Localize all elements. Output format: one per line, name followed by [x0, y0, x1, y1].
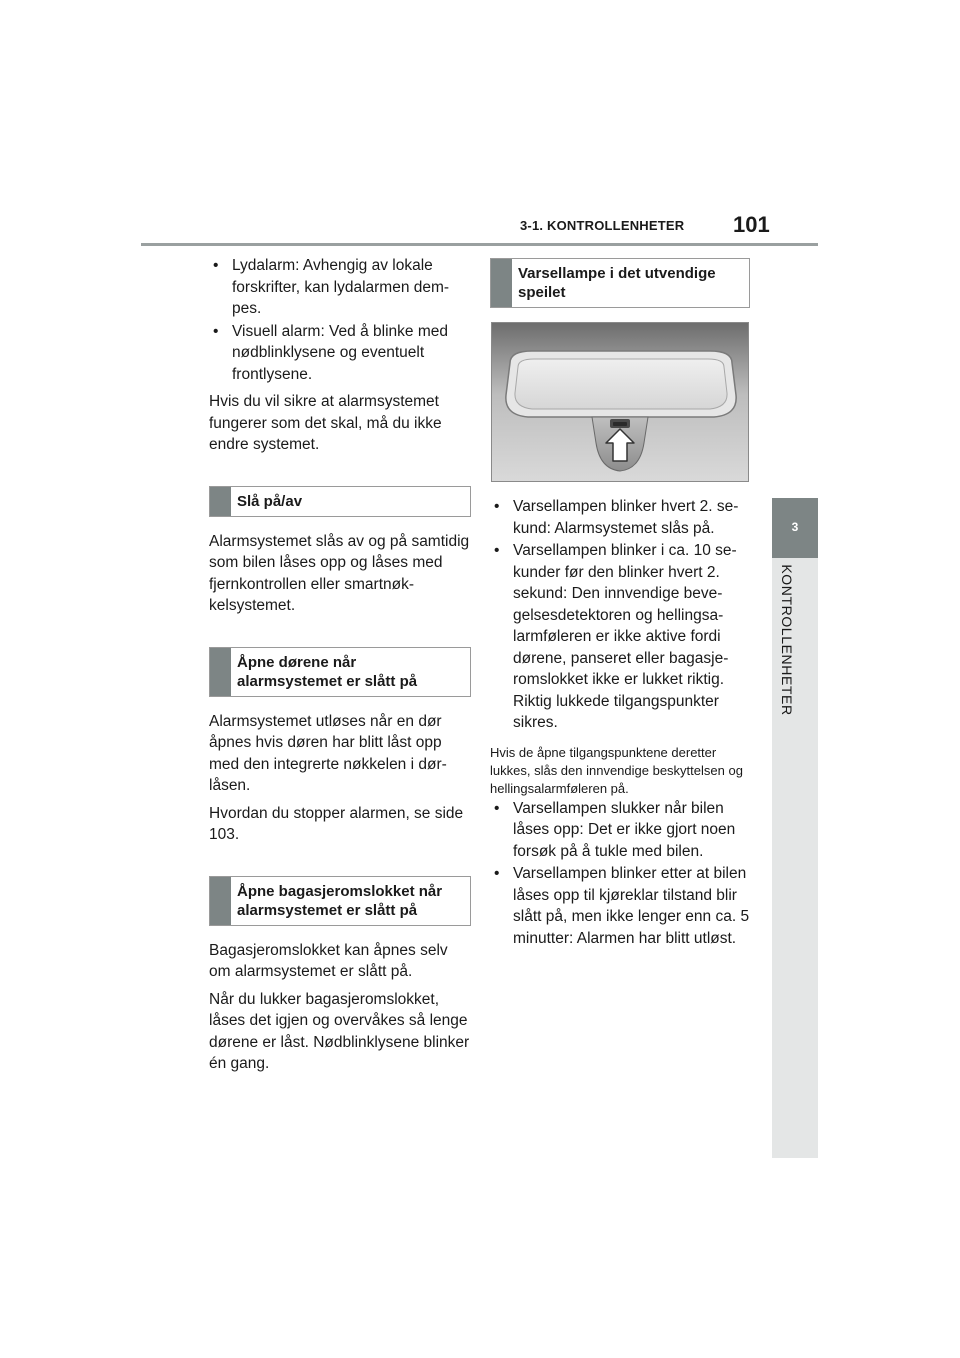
paragraph: Hvordan du stopper alarmen, se side 103.	[209, 804, 464, 843]
heading-marker	[210, 648, 231, 696]
heading-marker	[491, 259, 512, 307]
list-item: • Varsellampen blinker hvert 2. sekund: Alarmsystemet slås på.	[490, 496, 752, 539]
list-item: • Varsellampen blinker etter at bilen låses opp til kjøreklar tilstand blir slått på, men ikke lenger enn ca. 5 minutter: Alarmen har blitt utløst.	[490, 863, 752, 949]
heading-text: Varsellampe i det utvendige speilet	[518, 265, 716, 301]
mirror-illustration	[491, 322, 749, 482]
lamp-bullet-list-2	[490, 798, 752, 950]
intro-paragraph: Hvis du vil sikre at alarmsystemet fungerer som det skal, må du ikke endre systemet.	[209, 393, 442, 453]
list-item: • Varsellampen blinker i ca. 10 sekunder før den blinker hvert 2. sekund: Den innvendige bevegelsesdetektoren og hellingsalarmføleren er ikke aktive fordi dørene, panseret eller bagasjeromslokket ikke er lukket riktig. Riktig lukkede tilgangspunkter sikres.	[490, 540, 752, 734]
paragraph: Når du lukker bagasjeromslokket, låses det igjen og overvåkes så lenge dørene er låst. Nødblinklysene blinker én gang.	[209, 990, 470, 1072]
chapter-label: KONTROLLENHETER	[779, 564, 795, 716]
section-heading-mirror-lamp	[490, 258, 750, 308]
heading-marker	[210, 877, 231, 925]
paragraph: Alarmsystemet utløses når en dør åpnes hvis døren har blitt låst opp med den integrerte nøkkelen i dørlåsen.	[209, 712, 447, 794]
paragraph: Bagasjeromslokket kan åpnes selv om alarmsystemet er slått på.	[209, 941, 448, 980]
section-heading-open-trunk	[209, 876, 471, 926]
rearview-mirror-image	[492, 323, 748, 481]
lamp-bullet-list-1	[490, 496, 752, 734]
heading-text: Åpne bagasjeromslokket når alarmsystemet er slått på	[237, 882, 443, 919]
page-number: 101	[733, 212, 770, 237]
right-column	[490, 258, 752, 955]
list-item: • Lydalarm: Avhengig av lokale forskrifter, kan lydalarmen dempes.	[209, 255, 471, 320]
header-divider	[141, 243, 818, 246]
heading-text: Slå på/av	[237, 492, 303, 510]
left-column	[209, 255, 471, 1081]
note-text: Hvis de åpne tilgangspunktene deretter lukkes, slås den innvendige beskyttelsen og hellingsalarmføleren på.	[490, 744, 743, 796]
paragraph: Alarmsystemet slås av og på samtidig som bilen låses opp og låses med fjernkontrollen eller smartnøkkelsystemet.	[209, 532, 470, 614]
chapter-number: 3	[791, 520, 799, 534]
list-item: • Varsellampen slukker når bilen låses opp: Det er ikke gjort noen forsøk på å tukle med bilen.	[490, 798, 752, 863]
heading-text: Åpne dørene når alarmsystemet er slått på	[237, 653, 418, 690]
section-heading-open-doors	[209, 647, 471, 697]
list-item: • Visuell alarm: Ved å blinke med nødblinklysene og eventuelt frontlysene.	[209, 321, 471, 386]
intro-bullet-list	[209, 255, 471, 385]
chapter-tab	[772, 498, 818, 558]
section-title: 3-1. KONTROLLENHETER	[520, 218, 685, 233]
section-heading-switch-on-off	[209, 486, 471, 517]
heading-marker	[210, 487, 231, 516]
